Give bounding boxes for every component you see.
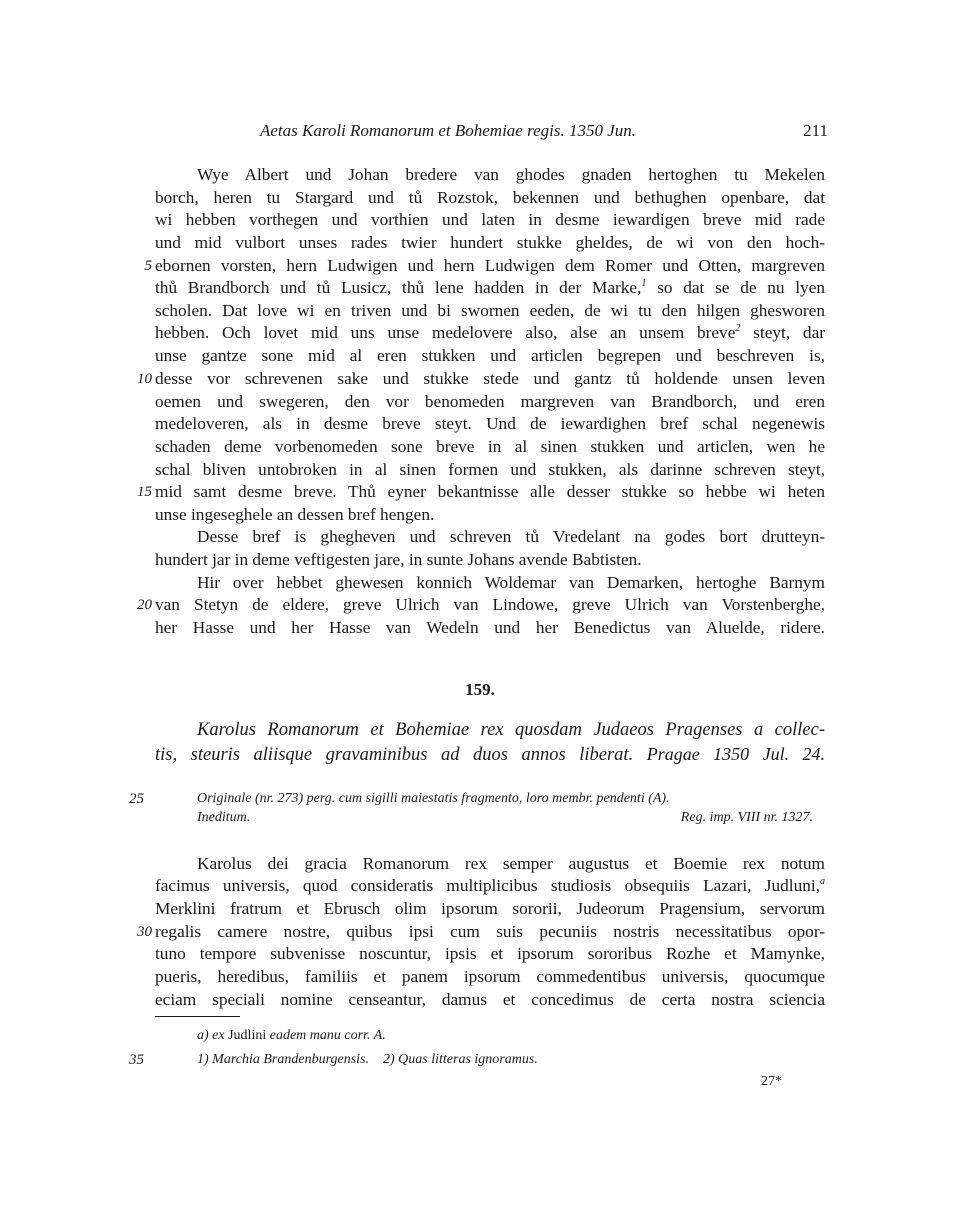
text-line: Desse bref is ghegheven und schreven tů Vredelant na godes bort drutteyn- xyxy=(197,527,825,546)
footnote-2: 2) Quas litteras ignoramus. xyxy=(383,1052,538,1067)
text-line: unse ingeseghele an dessen bref hengen. xyxy=(155,505,435,524)
text-line: ebornen vorsten, hern Ludwigen und hern Ludwigen dem Romer und Otten, margreven xyxy=(155,256,825,275)
line-number: 20 xyxy=(137,597,152,613)
running-title: Aetas Karoli Romanorum et Bohemiae regis. 1350 Jun. xyxy=(260,121,637,140)
text-line: thů Brandborch und tů Lusicz, thů lene hadden in der Marke,$^1$ so dat se de nu lyen xyxy=(155,278,826,297)
line-number: 25 xyxy=(129,791,144,807)
text-line: mid samt desme breve. Thů eyner bekantnisse alle desser stukke so hebbe wi heten xyxy=(155,482,825,501)
text-line: medeloveren, als in desme breve steyt. Und de iewardighen bref schal negenewis xyxy=(155,414,825,433)
running-header xyxy=(155,119,828,145)
line-number: 35 xyxy=(129,1052,144,1068)
text-line: hebben. Och lovet mid uns unse medelovere also, alse an unsem breve$^2$ steyt, dar xyxy=(155,323,825,342)
footnote-ref-2: 2 xyxy=(735,323,741,335)
footnote-ref-a: a xyxy=(820,876,825,888)
line-number: 5 xyxy=(144,258,152,274)
text-line: Hir over hebbet ghewesen konnich Woldemar van Demarken, hertoghe Barnym xyxy=(197,573,825,592)
text-line: Merklini fratrum et Ebrusch olim ipsorum sororii, Judeorum Pragensium, servorum xyxy=(155,899,825,918)
line-number: 15 xyxy=(137,484,152,500)
text-line: borch, heren tu Stargard und tů Rozstok, bekennen und bethughen openbare, dat xyxy=(155,188,825,207)
page-number: 211 xyxy=(803,121,828,140)
text-line: Wye Albert und Johan bredere van ghodes gnaden hertoghen tu Mekelen xyxy=(197,165,825,184)
text-line: unse gantze sone mid al eren stukken und articlen begrepen und beschreven is, xyxy=(155,346,825,365)
text-line: schal bliven untobroken in al sinen formen und stukken, als darinne schreven steyt, xyxy=(155,460,825,479)
footnote-ref-1: 1 xyxy=(641,278,647,290)
footnotes-numbered xyxy=(197,1050,538,1069)
text-line: scholen. Dat love wi en triven und bi swornen eeden, de wi tu den hilgen ghesworen xyxy=(155,301,825,320)
regest-text: tis, steuris aliisque gravaminibus ad duos annos liberat. xyxy=(155,745,634,765)
text-line: tuno tempore subvenisse noscuntur, ipsis et ipsorum sororibus Rozhe et Mamynke, xyxy=(155,944,825,963)
document-number: 159. xyxy=(465,680,495,699)
text-line: facimus universis, quod consideratis multiplicibus studiosis obsequiis Lazari, Judluni,$^a$ xyxy=(155,876,825,895)
footnote-a: a) ex Judlini eadem manu corr. A. xyxy=(197,1028,386,1043)
edition-status: Ineditum. xyxy=(197,810,251,825)
text-line: wi hebben vorthegen und vorthien und laten in desme iewardigen breve mid rade xyxy=(155,210,825,229)
source-note xyxy=(197,808,813,827)
text-line: eciam speciali nomine censeantur, damus et concedimus de certa nostra sciencia xyxy=(155,990,825,1009)
text-line: Karolus dei gracia Romanorum rex semper augustus et Boemie rex notum xyxy=(197,854,825,873)
text-line: van Stetyn de eldere, greve Ulrich van Lindowe, greve Ulrich van Vorstenberghe, xyxy=(155,595,825,614)
text-line: schaden deme vorbenomeden sone breve in al sinen stukken und articlen, wen he xyxy=(155,437,825,456)
signature-mark: 27* xyxy=(761,1074,782,1089)
line-number: 30 xyxy=(137,924,152,940)
text-line: regalis camere nostre, quibus ipsi cum suis pecuniis nostris necessitatibus opor- xyxy=(155,922,825,941)
footnote-rule xyxy=(155,1016,240,1017)
text-line: hundert jar in deme veftigesten jare, in sunte Johans avende Babtisten. xyxy=(155,550,642,569)
text-line: und mid vulbort unses rades twier hundert stukke gheldes, de wi von den hoch- xyxy=(155,233,825,252)
text-line: oemen und swegeren, den vor benomeden margreven van Brandborch, und eren xyxy=(155,392,825,411)
regest-line: Karolus Romanorum et Bohemiae rex quosdam Judaeos Pragenses a collec- xyxy=(197,720,825,740)
text-line: desse vor schrevenen sake und stukke stede und gantz tů holdende unsen leven xyxy=(155,369,825,388)
line-number: 10 xyxy=(137,371,152,387)
register-reference: Reg. imp. VIII nr. 1327. xyxy=(680,810,813,825)
text-line: pueris, heredibus, familiis et panem ipsorum commedentibus universis, quocumque xyxy=(155,967,825,986)
place-date: Pragae 1350 Jul. 24. xyxy=(646,744,825,764)
regest-line xyxy=(155,742,825,767)
source-note: Originale (nr. 273) perg. cum sigilli maiestatis fragmento, loro membr. pendenti (A). xyxy=(197,791,670,806)
text-line: her Hasse und her Hasse van Wedeln und her Benedictus van Aluelde, ridere. xyxy=(155,618,825,637)
footnote-1: 1) Marchia Brandenburgensis. xyxy=(197,1052,369,1067)
